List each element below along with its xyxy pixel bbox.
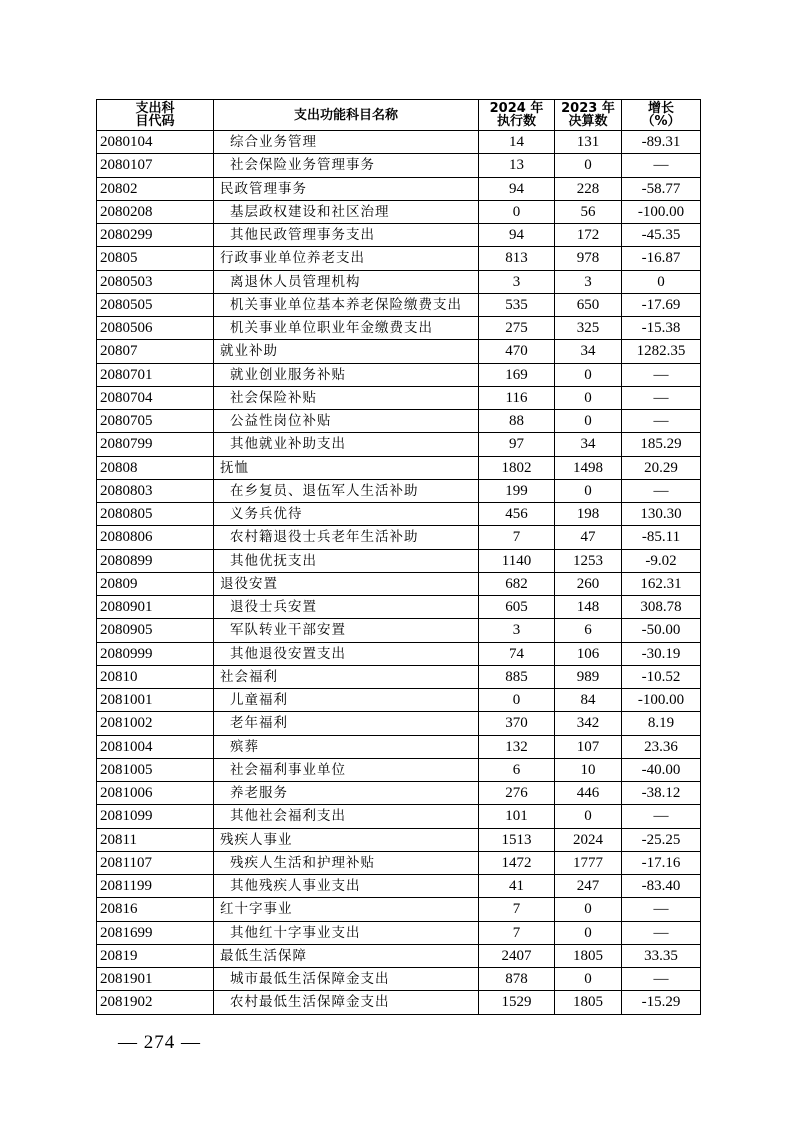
cell-code: 20810 [97, 665, 214, 688]
cell-exec: 14 [479, 131, 555, 154]
cell-growth: -50.00 [622, 619, 701, 642]
cell-final: 0 [555, 921, 622, 944]
cell-name: 在乡复员、退伍军人生活补助 [214, 479, 479, 502]
cell-name: 就业补助 [214, 340, 479, 363]
cell-exec: 370 [479, 712, 555, 735]
cell-exec: 1472 [479, 851, 555, 874]
cell-code: 2080705 [97, 410, 214, 433]
cell-final: 0 [555, 386, 622, 409]
cell-final: 978 [555, 247, 622, 270]
table-row [97, 386, 701, 409]
cell-final: 0 [555, 363, 622, 386]
cell-growth: -10.52 [622, 665, 701, 688]
table-row [97, 712, 701, 735]
cell-growth: — [622, 968, 701, 991]
cell-code: 2081099 [97, 805, 214, 828]
header-exec-line1: 2024 年 [489, 101, 544, 116]
table-row [97, 526, 701, 549]
cell-final: 10 [555, 758, 622, 781]
cell-code: 2081107 [97, 851, 214, 874]
cell-exec: 275 [479, 317, 555, 340]
cell-growth: -15.29 [622, 991, 701, 1014]
cell-growth: -100.00 [622, 689, 701, 712]
cell-exec: 0 [479, 200, 555, 223]
table-row [97, 363, 701, 386]
cell-code: 2080704 [97, 386, 214, 409]
cell-final: 3 [555, 270, 622, 293]
table-row [97, 549, 701, 572]
cell-final: 148 [555, 596, 622, 619]
cell-final: 84 [555, 689, 622, 712]
cell-name: 其他就业补助支出 [214, 433, 479, 456]
table-row [97, 758, 701, 781]
cell-growth: -100.00 [622, 200, 701, 223]
cell-code: 2081199 [97, 875, 214, 898]
header-code-line1: 支出科 [135, 101, 175, 116]
cell-code: 2080999 [97, 642, 214, 665]
cell-final: 0 [555, 968, 622, 991]
cell-final: 228 [555, 177, 622, 200]
cell-growth: -17.69 [622, 293, 701, 316]
cell-final: 34 [555, 433, 622, 456]
cell-growth: — [622, 921, 701, 944]
cell-growth: 308.78 [622, 596, 701, 619]
cell-code: 2081901 [97, 968, 214, 991]
header-growth [622, 100, 701, 131]
table-row [97, 433, 701, 456]
cell-exec: 456 [479, 503, 555, 526]
cell-exec: 3 [479, 270, 555, 293]
cell-code: 20805 [97, 247, 214, 270]
cell-exec: 1140 [479, 549, 555, 572]
cell-final: 131 [555, 131, 622, 154]
cell-final: 2024 [555, 828, 622, 851]
header-code-line2: 目代码 [135, 114, 175, 129]
cell-exec: 13 [479, 154, 555, 177]
cell-code: 2080799 [97, 433, 214, 456]
table-row [97, 968, 701, 991]
cell-final: 0 [555, 479, 622, 502]
cell-final: 325 [555, 317, 622, 340]
cell-name: 其他社会福利支出 [214, 805, 479, 828]
table-row [97, 270, 701, 293]
cell-name: 农村籍退役士兵老年生活补助 [214, 526, 479, 549]
table-row [97, 247, 701, 270]
table-row [97, 410, 701, 433]
table-row [97, 991, 701, 1014]
cell-code: 2081699 [97, 921, 214, 944]
cell-growth: -45.35 [622, 224, 701, 247]
cell-growth: 8.19 [622, 712, 701, 735]
cell-final: 1777 [555, 851, 622, 874]
cell-name: 养老服务 [214, 782, 479, 805]
cell-code: 2080299 [97, 224, 214, 247]
cell-name: 机关事业单位职业年金缴费支出 [214, 317, 479, 340]
page-number: — 274 — [118, 1032, 201, 1053]
cell-code: 2080506 [97, 317, 214, 340]
table-row [97, 200, 701, 223]
cell-growth: 130.30 [622, 503, 701, 526]
cell-code: 2080803 [97, 479, 214, 502]
table-row [97, 456, 701, 479]
cell-final: 34 [555, 340, 622, 363]
cell-growth: — [622, 363, 701, 386]
header-exec-line2: 执行数 [496, 114, 536, 129]
cell-final: 989 [555, 665, 622, 688]
cell-name: 抚恤 [214, 456, 479, 479]
cell-code: 20802 [97, 177, 214, 200]
cell-exec: 74 [479, 642, 555, 665]
cell-growth: — [622, 154, 701, 177]
cell-exec: 94 [479, 224, 555, 247]
table-row [97, 503, 701, 526]
cell-exec: 605 [479, 596, 555, 619]
header-exec [479, 100, 555, 131]
cell-name: 社会福利事业单位 [214, 758, 479, 781]
cell-final: 247 [555, 875, 622, 898]
cell-final: 0 [555, 410, 622, 433]
cell-growth: -89.31 [622, 131, 701, 154]
cell-name: 退役士兵安置 [214, 596, 479, 619]
cell-code: 2080899 [97, 549, 214, 572]
cell-exec: 7 [479, 526, 555, 549]
table-row [97, 665, 701, 688]
cell-final: 1805 [555, 944, 622, 967]
cell-exec: 94 [479, 177, 555, 200]
cell-code: 2081004 [97, 735, 214, 758]
cell-final: 6 [555, 619, 622, 642]
header-name-text: 支出功能科目名称 [293, 107, 398, 123]
table-row [97, 875, 701, 898]
cell-code: 2080901 [97, 596, 214, 619]
table-row [97, 828, 701, 851]
cell-name: 最低生活保障 [214, 944, 479, 967]
cell-final: 0 [555, 805, 622, 828]
cell-growth: 0 [622, 270, 701, 293]
cell-exec: 813 [479, 247, 555, 270]
cell-final: 56 [555, 200, 622, 223]
cell-name: 老年福利 [214, 712, 479, 735]
cell-exec: 878 [479, 968, 555, 991]
header-final-line1: 2023 年 [561, 101, 615, 116]
cell-code: 2080505 [97, 293, 214, 316]
header-code [97, 100, 214, 131]
cell-name: 就业创业服务补贴 [214, 363, 479, 386]
cell-exec: 116 [479, 386, 555, 409]
cell-final: 198 [555, 503, 622, 526]
cell-exec: 41 [479, 875, 555, 898]
cell-name: 其他残疾人事业支出 [214, 875, 479, 898]
cell-exec: 1529 [479, 991, 555, 1014]
table-row [97, 154, 701, 177]
header-growth-line2: （%） [641, 114, 681, 129]
table-row [97, 479, 701, 502]
cell-name: 残疾人生活和护理补贴 [214, 851, 479, 874]
cell-final: 446 [555, 782, 622, 805]
cell-growth: 20.29 [622, 456, 701, 479]
cell-code: 2080208 [97, 200, 214, 223]
table-row [97, 619, 701, 642]
cell-exec: 101 [479, 805, 555, 828]
cell-exec: 2407 [479, 944, 555, 967]
cell-exec: 1513 [479, 828, 555, 851]
cell-growth: — [622, 386, 701, 409]
cell-final: 0 [555, 154, 622, 177]
cell-growth: 162.31 [622, 572, 701, 595]
table-row [97, 131, 701, 154]
cell-exec: 7 [479, 898, 555, 921]
cell-growth: -15.38 [622, 317, 701, 340]
cell-growth: 1282.35 [622, 340, 701, 363]
table-header-row [97, 100, 701, 131]
cell-growth: -16.87 [622, 247, 701, 270]
cell-final: 650 [555, 293, 622, 316]
cell-code: 20808 [97, 456, 214, 479]
table-row [97, 596, 701, 619]
cell-code: 2081001 [97, 689, 214, 712]
cell-code: 20809 [97, 572, 214, 595]
cell-final: 1498 [555, 456, 622, 479]
header-final-line2: 决算数 [568, 114, 608, 129]
cell-code: 20811 [97, 828, 214, 851]
table-row [97, 224, 701, 247]
cell-growth: 33.35 [622, 944, 701, 967]
header-final [555, 100, 622, 131]
cell-name: 社会保险补贴 [214, 386, 479, 409]
cell-exec: 6 [479, 758, 555, 781]
cell-name: 机关事业单位基本养老保险缴费支出 [214, 293, 479, 316]
table-row [97, 898, 701, 921]
cell-final: 107 [555, 735, 622, 758]
cell-name: 离退休人员管理机构 [214, 270, 479, 293]
cell-name: 儿童福利 [214, 689, 479, 712]
cell-name: 军队转业干部安置 [214, 619, 479, 642]
cell-code: 2080107 [97, 154, 214, 177]
cell-growth: — [622, 410, 701, 433]
cell-name: 农村最低生活保障金支出 [214, 991, 479, 1014]
document-page [96, 99, 700, 1015]
cell-final: 0 [555, 898, 622, 921]
cell-name: 义务兵优待 [214, 503, 479, 526]
cell-exec: 0 [479, 689, 555, 712]
table-row [97, 642, 701, 665]
cell-exec: 3 [479, 619, 555, 642]
cell-code: 2080805 [97, 503, 214, 526]
cell-final: 106 [555, 642, 622, 665]
cell-exec: 7 [479, 921, 555, 944]
cell-exec: 885 [479, 665, 555, 688]
cell-name: 残疾人事业 [214, 828, 479, 851]
cell-name: 基层政权建设和社区治理 [214, 200, 479, 223]
cell-final: 172 [555, 224, 622, 247]
expenditure-table [96, 99, 701, 1015]
cell-code: 2081006 [97, 782, 214, 805]
table-row [97, 293, 701, 316]
table-row [97, 921, 701, 944]
cell-exec: 1802 [479, 456, 555, 479]
cell-code: 2081902 [97, 991, 214, 1014]
cell-growth: -9.02 [622, 549, 701, 572]
table-row [97, 782, 701, 805]
cell-code: 2080104 [97, 131, 214, 154]
cell-name: 其他民政管理事务支出 [214, 224, 479, 247]
cell-code: 20816 [97, 898, 214, 921]
cell-growth: -40.00 [622, 758, 701, 781]
cell-final: 342 [555, 712, 622, 735]
cell-growth: — [622, 805, 701, 828]
cell-exec: 276 [479, 782, 555, 805]
table-row [97, 317, 701, 340]
cell-growth: — [622, 479, 701, 502]
cell-name: 综合业务管理 [214, 131, 479, 154]
cell-final: 1805 [555, 991, 622, 1014]
cell-name: 城市最低生活保障金支出 [214, 968, 479, 991]
cell-growth: 185.29 [622, 433, 701, 456]
cell-name: 行政事业单位养老支出 [214, 247, 479, 270]
table-row [97, 340, 701, 363]
cell-exec: 97 [479, 433, 555, 456]
cell-exec: 470 [479, 340, 555, 363]
cell-name: 公益性岗位补贴 [214, 410, 479, 433]
cell-growth: 23.36 [622, 735, 701, 758]
cell-growth: -38.12 [622, 782, 701, 805]
cell-final: 1253 [555, 549, 622, 572]
header-growth-line1: 增长 [647, 101, 674, 116]
cell-growth: — [622, 898, 701, 921]
cell-final: 260 [555, 572, 622, 595]
cell-name: 社会福利 [214, 665, 479, 688]
table-row [97, 689, 701, 712]
cell-code: 2080905 [97, 619, 214, 642]
table-row [97, 805, 701, 828]
cell-growth: -85.11 [622, 526, 701, 549]
cell-exec: 535 [479, 293, 555, 316]
cell-name: 社会保险业务管理事务 [214, 154, 479, 177]
cell-growth: -25.25 [622, 828, 701, 851]
cell-name: 退役安置 [214, 572, 479, 595]
cell-exec: 199 [479, 479, 555, 502]
table-row [97, 177, 701, 200]
cell-growth: -58.77 [622, 177, 701, 200]
cell-growth: -83.40 [622, 875, 701, 898]
table-row [97, 735, 701, 758]
cell-code: 2081005 [97, 758, 214, 781]
cell-name: 其他退役安置支出 [214, 642, 479, 665]
table-row [97, 572, 701, 595]
cell-exec: 132 [479, 735, 555, 758]
cell-exec: 169 [479, 363, 555, 386]
cell-exec: 682 [479, 572, 555, 595]
cell-name: 其他红十字事业支出 [214, 921, 479, 944]
cell-final: 47 [555, 526, 622, 549]
cell-code: 20807 [97, 340, 214, 363]
cell-growth: -30.19 [622, 642, 701, 665]
cell-name: 民政管理事务 [214, 177, 479, 200]
header-name [214, 100, 479, 131]
cell-exec: 88 [479, 410, 555, 433]
cell-code: 2080701 [97, 363, 214, 386]
cell-code: 2081002 [97, 712, 214, 735]
cell-name: 其他优抚支出 [214, 549, 479, 572]
cell-growth: -17.16 [622, 851, 701, 874]
cell-code: 20819 [97, 944, 214, 967]
cell-code: 2080806 [97, 526, 214, 549]
table-row [97, 851, 701, 874]
table-row [97, 944, 701, 967]
cell-code: 2080503 [97, 270, 214, 293]
cell-name: 红十字事业 [214, 898, 479, 921]
table-body [97, 131, 701, 1015]
cell-name: 殡葬 [214, 735, 479, 758]
